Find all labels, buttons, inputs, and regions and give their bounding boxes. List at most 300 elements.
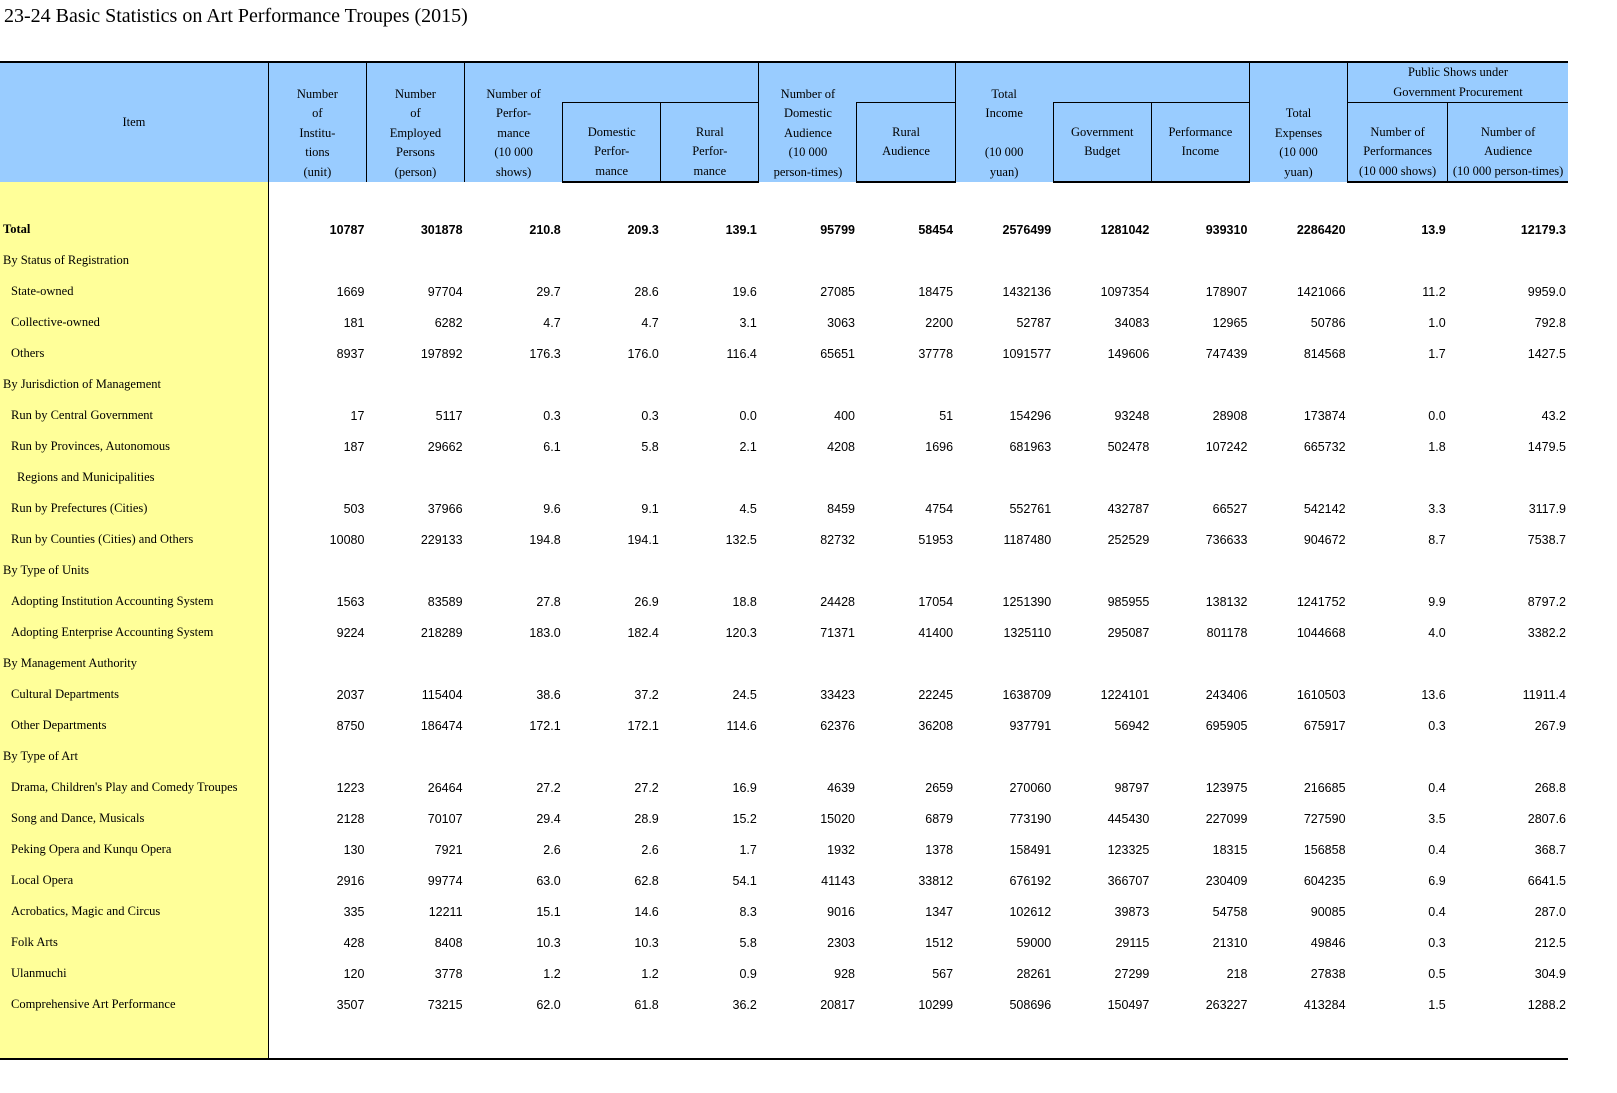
- value-cell: 4.7: [543, 315, 561, 330]
- value-cell: 4754: [925, 501, 954, 516]
- value-cell: 3.1: [739, 315, 757, 330]
- value-cell: 12965: [1212, 315, 1248, 330]
- value-cell: 34083: [1114, 315, 1150, 330]
- value-cell: 17054: [918, 594, 954, 609]
- value-cell: [366, 648, 464, 679]
- value-cell: 50786: [1310, 315, 1346, 330]
- value-cell: 173874: [1303, 408, 1346, 423]
- value-cell: 2128: [336, 811, 365, 826]
- value-cell: 107242: [1205, 439, 1248, 454]
- value-cell: 6641.5: [1527, 873, 1566, 888]
- value-cell: 15.1: [536, 904, 561, 919]
- value-cell: [268, 462, 366, 493]
- value-cell: 26.9: [634, 594, 659, 609]
- value-cell: [661, 245, 759, 276]
- value-cell: 41143: [821, 873, 855, 888]
- value-cell: [1151, 462, 1249, 493]
- value-cell: 172.1: [529, 718, 561, 733]
- value-cell: 3.3: [1428, 501, 1446, 516]
- value-cell: 1097354: [1100, 284, 1150, 299]
- value-cell: 295087: [1107, 625, 1150, 640]
- value-cell: 197892: [420, 346, 463, 361]
- value-cell: 8797.2: [1527, 594, 1566, 609]
- value-cell: 51953: [918, 532, 954, 547]
- value-cell: 4.7: [641, 315, 659, 330]
- value-cell: 70107: [427, 811, 463, 826]
- value-cell: [1448, 741, 1568, 772]
- header-domestic-audience: Number of Domestic Audience (10 000 person-times): [759, 62, 857, 182]
- value-cell: 1696: [925, 439, 954, 454]
- spacer-row: [0, 182, 1568, 214]
- value-cell: 212.5: [1534, 935, 1566, 950]
- table-row: [0, 462, 1568, 493]
- table-row: [0, 927, 1568, 958]
- value-cell: 1288.2: [1527, 997, 1566, 1012]
- value-cell: 65651: [820, 346, 855, 361]
- value-cell: 33423: [820, 687, 855, 702]
- row-label: Others: [0, 338, 268, 369]
- row-label: Folk Arts: [0, 927, 268, 958]
- statistics-table: [0, 61, 1568, 1060]
- value-cell: 1432136: [1002, 284, 1052, 299]
- value-cell: 8459: [827, 501, 855, 516]
- value-cell: 1932: [827, 842, 855, 857]
- value-cell: [955, 555, 1053, 586]
- value-cell: 183.0: [529, 625, 561, 640]
- value-cell: 4639: [827, 780, 855, 795]
- row-label: Run by Provinces, Autonomous: [0, 431, 268, 462]
- table-row: [0, 586, 1568, 617]
- section-row: [0, 369, 1568, 400]
- value-cell: 1224101: [1100, 687, 1150, 702]
- value-cell: 10080: [329, 532, 365, 547]
- value-cell: 37778: [918, 346, 954, 361]
- value-cell: 116.4: [726, 346, 757, 361]
- value-cell: 172.1: [627, 718, 659, 733]
- value-cell: 747439: [1205, 346, 1248, 361]
- value-cell: 2286420: [1296, 222, 1346, 237]
- value-cell: 1044668: [1296, 625, 1346, 640]
- statistics-table-container: [0, 61, 1568, 1060]
- value-cell: 178907: [1205, 284, 1248, 299]
- row-label: Ulanmuchi: [0, 958, 268, 989]
- value-cell: 229133: [420, 532, 463, 547]
- row-label: Adopting Institution Accounting System: [0, 586, 268, 617]
- value-cell: [955, 245, 1053, 276]
- table-row: [0, 772, 1568, 803]
- value-cell: 18315: [1212, 842, 1248, 857]
- value-cell: 98797: [1114, 780, 1150, 795]
- row-label: State-owned: [0, 276, 268, 307]
- value-cell: [1053, 245, 1151, 276]
- value-cell: 9.1: [641, 501, 659, 516]
- value-cell: 12179.3: [1520, 222, 1566, 237]
- value-cell: 114.6: [726, 718, 757, 733]
- value-cell: 11.2: [1422, 284, 1446, 299]
- value-cell: 3507: [336, 997, 365, 1012]
- value-cell: [759, 462, 857, 493]
- row-label: By Management Authority: [0, 648, 268, 679]
- value-cell: [366, 245, 464, 276]
- value-cell: 432787: [1107, 501, 1150, 516]
- value-cell: 792.8: [1534, 315, 1566, 330]
- value-cell: 2.6: [543, 842, 561, 857]
- value-cell: 1479.5: [1527, 439, 1566, 454]
- value-cell: 26464: [427, 780, 463, 795]
- value-cell: 54.1: [732, 873, 757, 888]
- table-row: [0, 896, 1568, 927]
- row-label: By Type of Art: [0, 741, 268, 772]
- section-row: [0, 245, 1568, 276]
- value-cell: [465, 369, 563, 400]
- value-cell: 16.9: [732, 780, 757, 795]
- value-cell: 335: [343, 904, 365, 919]
- value-cell: [955, 741, 1053, 772]
- spacer-row: [0, 1020, 1568, 1059]
- value-cell: [661, 741, 759, 772]
- value-cell: [759, 741, 857, 772]
- value-cell: [268, 245, 366, 276]
- value-cell: [955, 462, 1053, 493]
- value-cell: 130: [343, 842, 365, 857]
- value-cell: 181: [343, 315, 365, 330]
- value-cell: 123325: [1107, 842, 1150, 857]
- value-cell: [759, 369, 857, 400]
- row-label: Run by Counties (Cities) and Others: [0, 524, 268, 555]
- value-cell: 36208: [918, 718, 954, 733]
- value-cell: 2576499: [1002, 222, 1052, 237]
- value-cell: 37.2: [634, 687, 659, 702]
- value-cell: 62.0: [536, 997, 561, 1012]
- value-cell: 22245: [918, 687, 954, 702]
- value-cell: 56942: [1114, 718, 1150, 733]
- value-cell: 27085: [820, 284, 855, 299]
- value-cell: 218: [1226, 966, 1248, 981]
- value-cell: 985955: [1107, 594, 1150, 609]
- value-cell: 9.6: [543, 501, 561, 516]
- value-cell: 1427.5: [1527, 346, 1566, 361]
- value-cell: 542142: [1303, 501, 1346, 516]
- value-cell: 29662: [427, 439, 463, 454]
- value-cell: 2303: [827, 935, 855, 950]
- section-row: [0, 648, 1568, 679]
- value-cell: 1251390: [1002, 594, 1052, 609]
- value-cell: [1053, 648, 1151, 679]
- value-cell: 243406: [1205, 687, 1248, 702]
- row-label: By Jurisdiction of Management: [0, 369, 268, 400]
- value-cell: 503: [343, 501, 365, 516]
- value-cell: 27.2: [536, 780, 561, 795]
- header-rural-audience: Rural Audience: [857, 103, 955, 183]
- table-row: [0, 617, 1568, 648]
- value-cell: 695905: [1205, 718, 1248, 733]
- header-income-spacer: [1053, 62, 1249, 103]
- row-label: Comprehensive Art Performance: [0, 989, 268, 1020]
- value-cell: 801178: [1206, 625, 1248, 640]
- value-cell: 675917: [1303, 718, 1346, 733]
- header-total-income: Total Income (10 000 yuan): [955, 62, 1053, 182]
- value-cell: [759, 245, 857, 276]
- row-label: Total: [0, 214, 268, 245]
- row-label: Local Opera: [0, 865, 268, 896]
- value-cell: 3063: [827, 315, 855, 330]
- row-label: Run by Central Government: [0, 400, 268, 431]
- value-cell: 508696: [1009, 997, 1052, 1012]
- value-cell: 59000: [1016, 935, 1052, 950]
- value-cell: 0.3: [1428, 718, 1446, 733]
- value-cell: 727590: [1303, 811, 1346, 826]
- value-cell: 6.1: [543, 439, 561, 454]
- value-cell: 29115: [1115, 935, 1150, 950]
- header-public-shows: Public Shows under Government Procurement: [1348, 62, 1568, 103]
- value-cell: [268, 648, 366, 679]
- value-cell: 4208: [827, 439, 855, 454]
- value-cell: 18.8: [732, 594, 757, 609]
- header-item: Item: [0, 62, 268, 182]
- value-cell: [1348, 648, 1448, 679]
- value-cell: 123975: [1205, 780, 1248, 795]
- value-cell: 1.7: [739, 842, 757, 857]
- value-cell: 97704: [427, 284, 463, 299]
- value-cell: [955, 648, 1053, 679]
- value-cell: 10.3: [536, 935, 561, 950]
- value-cell: [1249, 245, 1347, 276]
- value-cell: [1053, 741, 1151, 772]
- header-performance-income: Performance Income: [1151, 103, 1249, 183]
- table-row: [0, 679, 1568, 710]
- value-cell: 1563: [336, 594, 365, 609]
- table-row: [0, 958, 1568, 989]
- value-cell: [1348, 369, 1448, 400]
- value-cell: 2200: [925, 315, 954, 330]
- value-cell: 301878: [420, 222, 463, 237]
- value-cell: 736633: [1205, 532, 1248, 547]
- value-cell: [268, 741, 366, 772]
- row-label: Collective-owned: [0, 307, 268, 338]
- value-cell: 2659: [925, 780, 954, 795]
- header-number-of-performance: Number of Perfor- mance (10 000 shows): [465, 62, 563, 182]
- value-cell: 400: [834, 408, 855, 423]
- value-cell: 138132: [1205, 594, 1248, 609]
- value-cell: 1.8: [1428, 439, 1446, 454]
- value-cell: [1448, 648, 1568, 679]
- row-label: Acrobatics, Magic and Circus: [0, 896, 268, 927]
- value-cell: 1091577: [1002, 346, 1052, 361]
- value-cell: 218289: [420, 625, 463, 640]
- value-cell: 5.8: [739, 935, 757, 950]
- value-cell: 445430: [1107, 811, 1150, 826]
- value-cell: 82732: [820, 532, 855, 547]
- value-cell: 8.7: [1428, 532, 1446, 547]
- header-audience-spacer: [857, 62, 955, 103]
- value-cell: 8.3: [739, 904, 757, 919]
- value-cell: [1448, 462, 1568, 493]
- value-cell: 27838: [1310, 966, 1346, 981]
- table-row: [0, 834, 1568, 865]
- value-cell: 4.5: [739, 501, 757, 516]
- value-cell: 27.2: [634, 780, 659, 795]
- value-cell: 132.5: [725, 532, 757, 547]
- value-cell: 0.5: [1428, 966, 1446, 981]
- value-cell: 62376: [820, 718, 855, 733]
- value-cell: 156858: [1303, 842, 1346, 857]
- value-cell: 90085: [1310, 904, 1346, 919]
- value-cell: [366, 741, 464, 772]
- table-row: [0, 276, 1568, 307]
- value-cell: 154296: [1009, 408, 1052, 423]
- value-cell: 1512: [925, 935, 954, 950]
- value-cell: [563, 245, 661, 276]
- value-cell: 29.4: [536, 811, 561, 826]
- value-cell: 52787: [1016, 315, 1052, 330]
- value-cell: [366, 369, 464, 400]
- value-cell: 11911.4: [1522, 687, 1566, 702]
- value-cell: 102612: [1009, 904, 1052, 919]
- value-cell: 93248: [1114, 408, 1150, 423]
- value-cell: 115404: [421, 687, 463, 702]
- value-cell: [1151, 648, 1249, 679]
- row-label: Cultural Departments: [0, 679, 268, 710]
- value-cell: 904672: [1303, 532, 1346, 547]
- table-row: [0, 400, 1568, 431]
- value-cell: 8750: [336, 718, 365, 733]
- value-cell: 24.5: [732, 687, 757, 702]
- value-cell: 14.6: [634, 904, 659, 919]
- total-row: [0, 214, 1568, 245]
- table-row: [0, 307, 1568, 338]
- value-cell: 38.6: [536, 687, 561, 702]
- value-cell: 0.4: [1428, 842, 1446, 857]
- value-cell: [366, 555, 464, 586]
- value-cell: 1.2: [641, 966, 659, 981]
- value-cell: [268, 369, 366, 400]
- row-label: Regions and Municipalities: [0, 462, 268, 493]
- value-cell: 24428: [820, 594, 855, 609]
- value-cell: 182.4: [627, 625, 659, 640]
- value-cell: 366707: [1107, 873, 1150, 888]
- value-cell: [268, 555, 366, 586]
- value-cell: [1348, 741, 1448, 772]
- value-cell: 29.7: [536, 284, 561, 299]
- row-label: Adopting Enterprise Accounting System: [0, 617, 268, 648]
- value-cell: [1249, 369, 1347, 400]
- value-cell: 62.8: [634, 873, 659, 888]
- value-cell: 368.7: [1534, 842, 1566, 857]
- value-cell: 0.3: [1428, 935, 1446, 950]
- value-cell: 413284: [1303, 997, 1346, 1012]
- value-cell: 1241752: [1296, 594, 1346, 609]
- value-cell: 8937: [336, 346, 365, 361]
- value-cell: 9016: [827, 904, 855, 919]
- value-cell: 1421066: [1296, 284, 1346, 299]
- value-cell: 194.1: [627, 532, 659, 547]
- value-cell: 120.3: [725, 625, 757, 640]
- value-cell: 158491: [1009, 842, 1052, 857]
- value-cell: 1378: [925, 842, 954, 857]
- header-domestic-performance: Domestic Perfor- mance: [563, 103, 661, 183]
- value-cell: 21310: [1212, 935, 1248, 950]
- value-cell: [857, 648, 955, 679]
- value-cell: [465, 741, 563, 772]
- value-cell: 28.6: [634, 284, 659, 299]
- value-cell: [1053, 462, 1151, 493]
- table-row: [0, 338, 1568, 369]
- value-cell: 58454: [918, 222, 954, 237]
- value-cell: [759, 555, 857, 586]
- value-cell: [1448, 245, 1568, 276]
- value-cell: 210.8: [529, 222, 561, 237]
- value-cell: 8408: [434, 935, 463, 950]
- value-cell: 9.9: [1428, 594, 1446, 609]
- value-cell: 27299: [1114, 966, 1150, 981]
- table-body: [0, 182, 1568, 1059]
- value-cell: 1281042: [1100, 222, 1150, 237]
- value-cell: 27.8: [536, 594, 561, 609]
- value-cell: 73215: [427, 997, 463, 1012]
- value-cell: 10.3: [634, 935, 659, 950]
- page-title: 23-24 Basic Statistics on Art Performance Troupes (2015): [4, 5, 468, 27]
- value-cell: 2.1: [739, 439, 757, 454]
- value-cell: 937791: [1009, 718, 1052, 733]
- value-cell: 2807.6: [1527, 811, 1566, 826]
- value-cell: 54758: [1212, 904, 1248, 919]
- value-cell: 1638709: [1002, 687, 1052, 702]
- value-cell: 19.6: [732, 284, 757, 299]
- row-label: Song and Dance, Musicals: [0, 803, 268, 834]
- header-rural-performance: Rural Perfor- mance: [661, 103, 759, 183]
- value-cell: 1347: [925, 904, 954, 919]
- value-cell: 4.0: [1428, 625, 1446, 640]
- value-cell: 6282: [434, 315, 463, 330]
- value-cell: 0.4: [1428, 780, 1446, 795]
- value-cell: 61.8: [634, 997, 659, 1012]
- value-cell: 928: [834, 966, 855, 981]
- value-cell: [563, 369, 661, 400]
- value-cell: 15.2: [732, 811, 757, 826]
- value-cell: 5.8: [641, 439, 659, 454]
- value-cell: 252529: [1107, 532, 1150, 547]
- value-cell: [366, 462, 464, 493]
- value-cell: 676192: [1009, 873, 1052, 888]
- value-cell: [661, 462, 759, 493]
- value-cell: 37966: [427, 501, 463, 516]
- value-cell: 552761: [1009, 501, 1052, 516]
- table-row: [0, 431, 1568, 462]
- value-cell: 3117.9: [1528, 501, 1566, 516]
- value-cell: [563, 648, 661, 679]
- value-cell: 33812: [918, 873, 954, 888]
- value-cell: 15020: [820, 811, 855, 826]
- value-cell: [563, 555, 661, 586]
- value-cell: 268.8: [1534, 780, 1566, 795]
- table-row: [0, 710, 1568, 741]
- value-cell: [1249, 462, 1347, 493]
- value-cell: 814568: [1303, 346, 1346, 361]
- table-row: [0, 989, 1568, 1020]
- header-institutions: Number of Institu- tions (unit): [268, 62, 366, 182]
- value-cell: 1325110: [1003, 625, 1052, 640]
- value-cell: [1151, 245, 1249, 276]
- value-cell: 209.3: [627, 222, 659, 237]
- value-cell: 28.9: [634, 811, 659, 826]
- value-cell: 9224: [336, 625, 365, 640]
- item-cell: [0, 182, 268, 214]
- table-row: [0, 803, 1568, 834]
- value-cell: 7538.7: [1527, 532, 1566, 547]
- value-cell: [1151, 369, 1249, 400]
- value-cell: 0.3: [543, 408, 561, 423]
- value-cell: [1448, 369, 1568, 400]
